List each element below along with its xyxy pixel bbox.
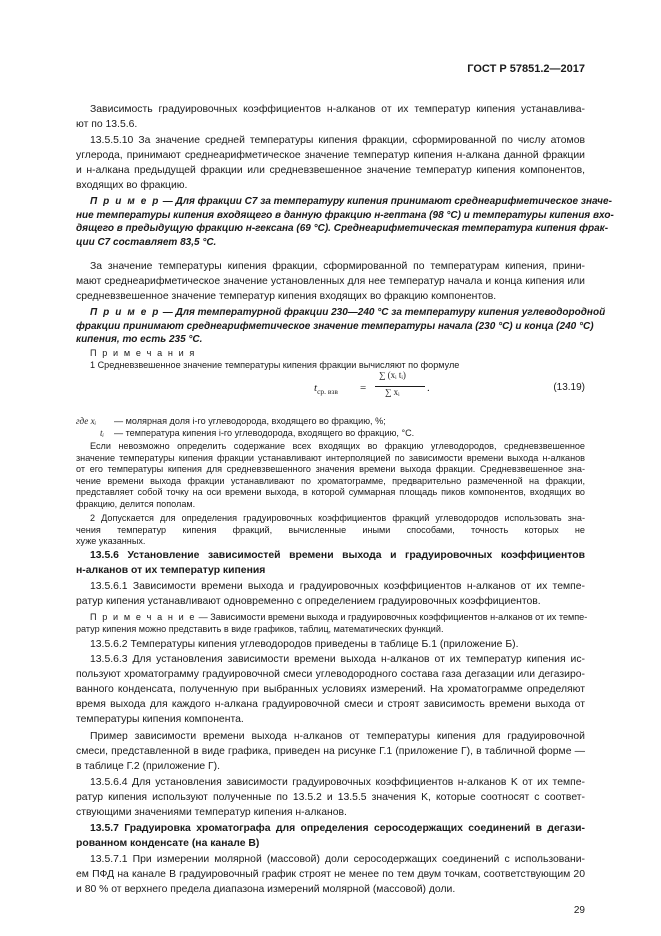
- formula-numerator: ∑ (xᵢ tᵢ): [379, 370, 406, 380]
- formula-denominator: ∑ xᵢ: [385, 387, 400, 397]
- formula-equals: =: [360, 382, 367, 394]
- note2: [76, 513, 585, 548]
- equation-number: (13.19): [553, 382, 585, 393]
- fraction-bar: [375, 386, 425, 387]
- text-line: смеси, представленной в виде графика, приведен на рисунке Г.1 (приложение Г), в табличной форме —: [76, 746, 585, 757]
- text-line: кипения, то есть 235 °С.: [76, 334, 203, 346]
- text-line: значение температуры кипения фракции устанавливают интерполяцией по зависимости времени выхода н-алканов: [76, 452, 585, 463]
- section-13-5-6-title: [76, 548, 585, 578]
- page-number: 29: [573, 905, 585, 916]
- text-line: температуры кипения компонента.: [76, 714, 244, 725]
- text-line: рованном конденсате (на канале В): [76, 838, 260, 849]
- formula-lhs: $t_{ср. взв}$: [314, 382, 338, 397]
- text-line: пользуют хроматограмму градуировочной смеси углеводородного состава газа дегазации или дегазиро-: [76, 669, 585, 680]
- paragraph-dependency: [76, 102, 585, 132]
- text-line: 13.5.6.2 Температуры кипения углеводородов приведены в таблице Б.1 (приложение Б).: [90, 639, 519, 650]
- text-line: 13.5.6.4 Для установления зависимости градуировочных коэффициентов н-алканов K от их темпе-: [90, 777, 585, 788]
- text-line: Пример зависимости времени выхода н-алканов от температуры кипения для градуировочной: [90, 731, 585, 742]
- notes-block: [76, 348, 585, 371]
- notes-title: П р и м е ч а н и я: [90, 348, 196, 358]
- text-line: фракцию, делится пополам.: [76, 498, 196, 509]
- text-line: и н-алкана предыдущей фракции или средневзвешенное значение температур кипения компонентов,: [76, 165, 585, 176]
- text-line: 2 Допускается для определения градуировочных коэффициентов фракций углеводородов использовать зна-: [90, 513, 585, 523]
- note-label: П р и м е ч а н и е: [90, 612, 197, 622]
- text-line: 13.5.6.1 Зависимости времени выхода и градуировочных коэффициентов н-алканов от их темпе-: [90, 581, 585, 592]
- text-line: чение времени выхода фракции устанавливают по хроматограмме, предварительно размеченной на фракции,: [76, 475, 585, 486]
- text-line: ние температуры кипения входящего в данную фракцию н-гептана (98 °С) и температуры кипения вхо-: [76, 209, 614, 221]
- example-text: — Для температурной фракции 230—240 °С за температуру кипения углеводородной: [159, 307, 606, 318]
- legend-text: — температура кипения i-го углеводорода, входящего во фракцию, °С.: [114, 428, 415, 438]
- text-line: Если невозможно определить содержание всех входящих во фракцию углеводородов, средневзвешенное: [90, 441, 585, 451]
- text-line: фракции принимают среднеарифметическое значение температуры начала (230 °С) и конца (240 °С): [76, 320, 594, 332]
- note-single: [76, 612, 588, 635]
- legend-symbol: tᵢ: [100, 428, 104, 438]
- text-line: 13.5.7.1 При измерении молярной (массовой) доли серосодержащих соединений с использовани-: [90, 854, 585, 865]
- note-text: — Зависимости времени выхода и градуировочных коэффициентов н-алканов от их темпе-: [196, 612, 588, 622]
- text-line: и 80 % от верхнего предела диапазона измерений молярной (массовой) доли.: [76, 884, 456, 895]
- section-13-5-6-1: [76, 579, 585, 609]
- text-line: 13.5.7 Градуировка хроматографа для определения серосодержащих соединений в дегази-: [90, 823, 585, 834]
- example-label: П р и м е р: [90, 196, 160, 207]
- legend-symbol: где xᵢ: [76, 416, 97, 426]
- text-line: [76, 195, 612, 209]
- section-13-5-7-1: [76, 852, 585, 897]
- text-line: хуже указанных.: [76, 536, 146, 547]
- text-line: 13.5.5.10 За значение средней температуры кипения фракции, сформированной по числу атомов: [90, 135, 585, 146]
- formula-13-19: [76, 370, 585, 406]
- document-header: ГОСТ Р 57851.2—2017: [467, 63, 585, 75]
- section-13-5-6-4: [76, 775, 585, 820]
- example-230-240: [76, 306, 606, 347]
- text-line: ют по 13.5.6.: [76, 119, 138, 130]
- text-line: ем ПФД на канале В градуировочный график строят не менее по тем двум точкам, соответствующим 20: [76, 869, 585, 880]
- note1-continuation: [76, 441, 585, 511]
- text-line: Зависимость градуировочных коэффициентов н-алканов от их температур кипения устанавлива-: [90, 104, 585, 115]
- text-line: ратур кипения устанавливают одновременно с определением градуировочных коэффициентов.: [76, 596, 541, 607]
- note1-intro: 1 Средневзвешенное значение температуры кипения фракции вычисляют по формуле: [90, 359, 460, 370]
- text-line: н-алканов от их температур кипения: [76, 565, 266, 576]
- text-line: [76, 612, 588, 624]
- section-13-5-6-3: [76, 652, 585, 727]
- text-line: ции С7 составляет 83,5 °С.: [76, 236, 217, 248]
- example-text: — Для фракции С7 за температуру кипения принимают среднеарифметическое значе-: [159, 196, 612, 207]
- formula-lhs-subscript: ср. взв: [317, 387, 338, 397]
- text-line: 13.5.6.3 Для установления зависимости времени выхода н-алканов от их температур кипения ис-: [90, 654, 585, 665]
- formula-legend: [76, 416, 585, 440]
- text-line: в таблице Г.2 (приложение Г).: [76, 761, 221, 772]
- text-line: ратур кипения используют полученные по 13.5.2 и 13.5.5 значения K, которые соотносят с соответ-: [76, 792, 585, 803]
- section-13-5-7-title: [76, 821, 585, 851]
- text-line: входящих во фракцию.: [76, 180, 188, 191]
- text-line: мают среднеарифметическое значение установленных для нее температур начала и конца кипения или: [76, 276, 585, 287]
- text-line: 13.5.6 Установление зависимостей времени выхода и градуировочных коэффициентов: [90, 550, 585, 561]
- text-line: ратур кипения можно представить в виде графиков, таблиц, математических функций.: [76, 623, 444, 634]
- paragraph-13-5-5-10: [76, 133, 585, 193]
- text-line: углерода, принимают среднеарифметическое значение температур кипения н-алкана данной фракции: [76, 150, 585, 161]
- section-13-5-6-2: [76, 637, 585, 652]
- formula-dot: .: [427, 382, 430, 394]
- legend-text: — молярная доля i-го углеводорода, входящего во фракцию, %;: [114, 416, 386, 426]
- example-graph: [76, 729, 585, 774]
- text-line: чения температур кипения фракций, вычисленные иными способами, точность которых не: [76, 524, 585, 535]
- example-label: П р и м е р: [90, 307, 160, 318]
- text-line: дящего в предыдущую фракцию н-гексана (69 °С). Среднеарифметическая температура кипения фрак-: [76, 223, 609, 235]
- example-c7: [76, 195, 614, 249]
- text-line: от его температуры кипения для средневзвешенного значения времени выхода фракции. Средневзвешенное зна-: [76, 464, 585, 475]
- text-line: представляет собой точку на оси времени выхода, в которой суммарная площадь пиков компонентов, входящих во: [76, 487, 585, 498]
- text-line: За значение температуры кипения фракции, сформированной по температурам кипения, прини-: [90, 261, 585, 272]
- text-line: [76, 306, 606, 320]
- text-line: ствующими значениями температур кипения н-алканов.: [76, 807, 347, 818]
- text-line: ванного конденсата, полученную при выбранных условиях измерений. На хроматограмме определяют: [76, 684, 585, 695]
- text-line: время выхода для каждого н-алкана градуировочной смеси и строят зависимость времени выхода от: [76, 699, 585, 710]
- text-line: средневзвешенное значение температур кипения входящих во фракцию компонентов.: [76, 291, 497, 302]
- paragraph-temperature-fraction: [76, 259, 585, 304]
